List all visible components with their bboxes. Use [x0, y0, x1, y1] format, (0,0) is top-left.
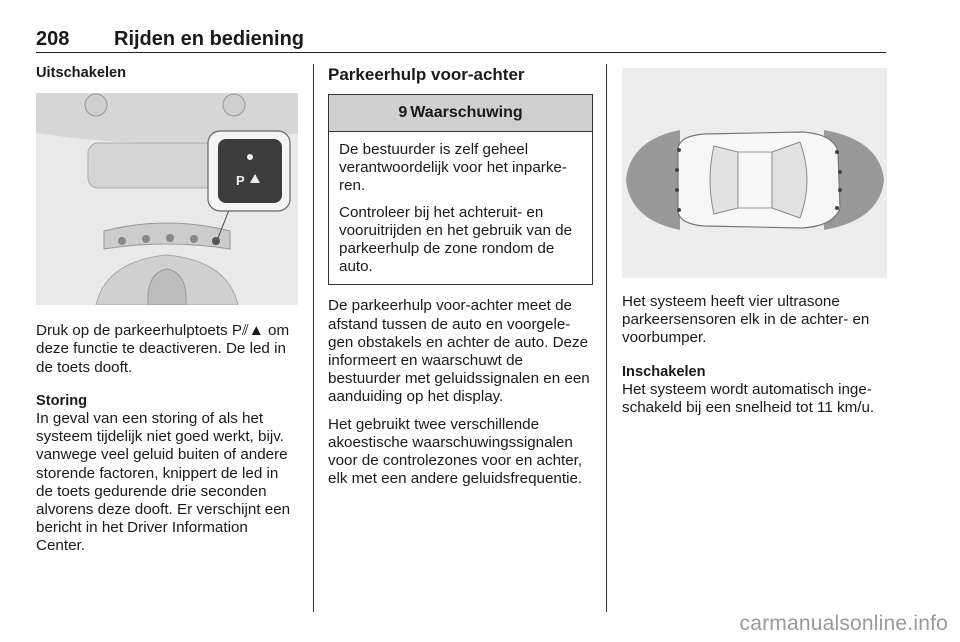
section-heading-storing: Storing	[36, 392, 88, 409]
body-parkeerhulp-2: Het gebruikt twee verschillende akoestische waarschuwingssignalen voor de controlezones voor en achter, elk met een andere geluidsfrequentie.	[328, 415, 583, 488]
section-heading-uitschakelen: Uitschakelen	[36, 65, 127, 81]
column-left	[36, 64, 298, 556]
column-right	[622, 64, 887, 417]
column-middle	[328, 64, 593, 488]
body-storing: In geval van een storing of als het systeem tijdelijk niet goed werkt, bijv. vanwege veel geluid buiten of andere storende factoren, knippert de led in de toets gedurende drie seconden alvorens deze dooft. Er verschijnt een bericht in het Driver Information Center.	[36, 410, 291, 555]
console-button-illustration	[36, 93, 298, 305]
chapter-title: Rijden en bediening	[114, 28, 305, 50]
column-divider-2	[606, 64, 607, 612]
warning-title-bar	[329, 95, 592, 132]
car-sensor-zone-illustration	[622, 68, 887, 278]
body-inschakelen: Het systeem wordt automatisch inge-schakeld bij een snelheid tot 11 km/u.	[622, 380, 875, 417]
body-deactivate: Druk op de parkeerhulptoets P⫽▲ om deze functie te deactiveren. De led in de toets dooft.	[36, 322, 290, 376]
column-divider-1	[313, 64, 314, 612]
warning-title: Waarschuwing	[410, 103, 523, 121]
section-heading-parkeerhulp: Parkeerhulp voor-achter	[328, 65, 525, 84]
footer-watermark: carmanualsonline.info	[739, 612, 948, 635]
body-parkeerhulp-1: De parkeerhulp voor-achter meet de afstand tussen de auto en voorgele-gen obstakels en achter de auto. Deze informeert en waarschuwt de bestuurder met geluidssignalen en een aanduiding op het display.	[328, 297, 590, 406]
page-header	[36, 26, 886, 53]
body-sensors: Het systeem heeft vier ultrasone parkeersensoren elk in de achter- en voorbumper.	[622, 293, 870, 347]
warning-box	[328, 94, 593, 285]
warning-icon: 9	[398, 103, 408, 121]
console-illustration-svg	[36, 93, 298, 305]
page-number: 208	[36, 28, 70, 50]
warning-text-2: Controleer bij het achteruit- en vooruitrijden en het gebruik van de parkeerhulp de zone rondom de auto.	[339, 203, 573, 276]
park-button-symbol: P	[236, 173, 245, 189]
section-heading-inschakelen: Inschakelen	[622, 363, 706, 380]
warning-text-1: De bestuurder is zelf geheel verantwoordelijk voor het inparke-ren.	[339, 141, 567, 195]
warning-body	[329, 132, 592, 284]
car-sensor-svg	[622, 68, 887, 278]
